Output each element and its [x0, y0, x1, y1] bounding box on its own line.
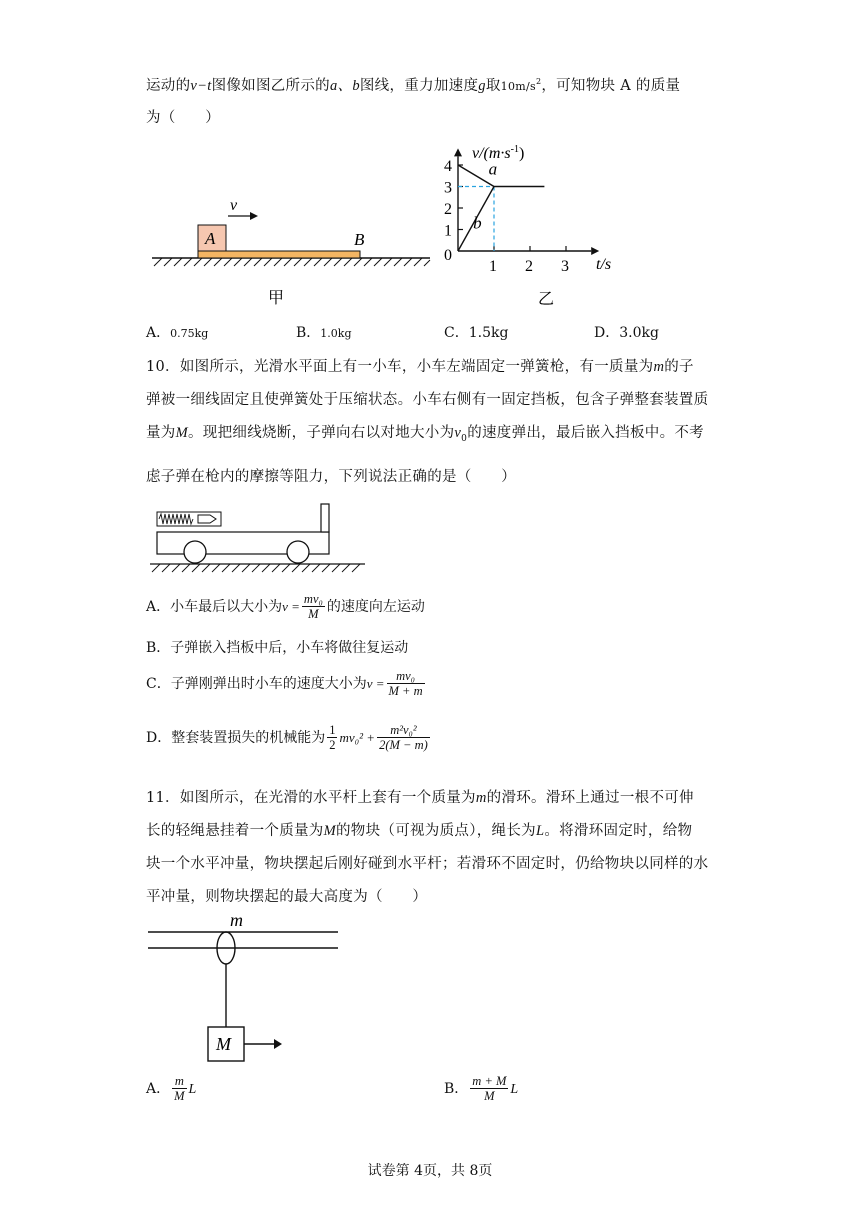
q9-line-2: 为（ ）: [146, 110, 220, 126]
board-B: [198, 251, 360, 258]
fraction: [377, 723, 430, 753]
x-axis-arrow-icon: [591, 247, 599, 255]
option-key: B．: [296, 325, 321, 341]
g-symbol: g: [478, 78, 486, 94]
formula-mid: mv₀² +: [339, 729, 376, 745]
m-symbol: m: [475, 790, 487, 806]
ab-symbol: a、b: [329, 78, 360, 94]
y-tick-label: 3: [444, 179, 452, 197]
L-symbol: L: [510, 1081, 519, 1097]
option-text: 的速度向左运动: [326, 598, 425, 615]
q9-option-c[interactable]: [444, 322, 508, 342]
option-text: 子弹刚弹出时小车的速度大小为: [170, 675, 367, 692]
figure-pendulum: [148, 910, 348, 1070]
q11-line-1: [146, 786, 694, 807]
fraction: [470, 1074, 508, 1104]
x-tick-label: 3: [561, 258, 569, 275]
fraction-numerator: m²v₀²: [377, 723, 430, 738]
vt-symbol: v−t: [190, 78, 212, 94]
option-key: A．: [146, 598, 171, 615]
baffle: [321, 504, 329, 532]
q9-text: ，可知物块 A 的质量: [541, 78, 681, 94]
q11-line-4: 平冲量，则物块摆起的最大高度为（ ）: [146, 889, 428, 905]
q10-line-3: [146, 421, 704, 444]
g-unit-exp: 2: [535, 77, 542, 87]
ground-hatch: [154, 258, 430, 266]
fraction-denominator: M + m: [388, 684, 423, 699]
q11-option-b[interactable]: [444, 1074, 518, 1104]
formula-lhs: v =: [282, 598, 300, 614]
arrowhead-icon: [274, 1039, 282, 1049]
g-value: 10m/s: [500, 80, 536, 93]
fraction: [327, 723, 337, 753]
q9-text: 运动的: [146, 78, 191, 94]
arrowhead-icon: [250, 212, 258, 220]
q10-text: 量为: [146, 425, 176, 441]
option-value: 1.5kg: [468, 325, 509, 341]
fraction-numerator: 1: [329, 723, 336, 737]
curve-a-label: a: [488, 159, 498, 179]
option-text: 整套装置损失的机械能为: [171, 729, 326, 746]
v0-symbol: v: [454, 425, 462, 441]
q11-option-a[interactable]: [146, 1074, 196, 1104]
cart-wheel-left: [184, 541, 206, 563]
figure-cart: [150, 500, 370, 578]
label-v: v: [230, 197, 238, 214]
formula-lhs: v =: [366, 675, 385, 691]
fraction-numerator: m: [172, 1074, 186, 1089]
y-tick-label: 4: [444, 158, 452, 175]
option-key: B．: [146, 640, 171, 656]
q10-option-a[interactable]: [146, 592, 425, 622]
q10-text: 的子: [664, 359, 694, 375]
q10-text: 的速度弹出，最后嵌入挡板中。不考: [467, 425, 704, 441]
M-symbol: M: [175, 425, 188, 441]
y-axis-arrow-icon: [454, 148, 462, 156]
x-tick-label: 1: [489, 258, 497, 275]
m-symbol: m: [653, 359, 665, 375]
q11-text: 11．如图所示，在光滑的水平杆上套有一个质量为: [146, 790, 476, 806]
x-axis-label: t/s: [596, 256, 612, 273]
q9-text: 取: [485, 78, 501, 94]
origin-label: 0: [444, 247, 452, 264]
q10-option-d[interactable]: [146, 723, 432, 753]
option-key: A．: [146, 325, 171, 341]
fraction: [302, 592, 325, 622]
q9-option-d[interactable]: [594, 322, 659, 342]
label-A: A: [205, 229, 216, 248]
caption-jia: 甲: [268, 290, 285, 307]
fraction-denominator: M: [308, 607, 319, 622]
option-key: C．: [444, 325, 469, 341]
v0-subscript: 0: [461, 433, 468, 444]
option-text: 子弹嵌入挡板中后，小车将做往复运动: [170, 640, 409, 656]
q10-option-b[interactable]: [146, 637, 408, 657]
fraction-denominator: M: [484, 1089, 495, 1104]
x-tick-label: 2: [525, 258, 533, 275]
label-B: B: [354, 230, 365, 249]
M-symbol: M: [323, 823, 336, 839]
q11-text: 的物块（可视为质点），绳长为: [336, 823, 536, 839]
figure-jia: [150, 196, 435, 308]
L-symbol: L: [188, 1081, 197, 1097]
floor-hatch: [152, 564, 360, 572]
fraction: [172, 1074, 186, 1104]
L-symbol: L: [535, 823, 545, 839]
q10-text: 10．如图所示，光滑水平面上有一小车，小车左端固定一弹簧枪，有一质量为: [146, 359, 654, 375]
q11-text: 。将滑环固定时，给物: [544, 823, 693, 839]
option-value: 3.0kg: [619, 325, 659, 341]
figure-yi-chart: [438, 134, 618, 309]
option-key: D．: [594, 325, 620, 341]
curve-b-label: b: [473, 213, 482, 233]
q11-line-2: [146, 819, 692, 840]
q10-line-1: [146, 355, 694, 376]
q11-text: 的滑环。滑环上通过一根不可伸: [486, 790, 694, 806]
y-axis-label: $v/(m\cdot s^{-1})$: [472, 144, 525, 162]
fraction-numerator: m + M: [472, 1074, 507, 1088]
q9-option-a[interactable]: [146, 322, 208, 342]
q9-text: 图线，重力加速度: [359, 78, 479, 94]
y-tick-label: 1: [444, 222, 452, 240]
option-key: B．: [444, 1080, 469, 1097]
q9-option-b[interactable]: [296, 322, 352, 342]
q9-line-1: [146, 74, 680, 95]
option-key: D．: [146, 729, 172, 746]
q11-text: 长的轻绳悬挂着一个质量为: [146, 823, 324, 839]
y-tick-label: 2: [444, 201, 452, 218]
fraction-denominator: M: [174, 1089, 185, 1104]
page-footer: 试卷第 4页，共 8页: [367, 1163, 493, 1179]
option-key: A．: [146, 1080, 171, 1097]
q10-text: 。现把细线烧断，子弹向右以对地大小为: [188, 425, 455, 441]
q10-line-2: 弹被一细线固定且使弹簧处于压缩状态。小车右侧有一固定挡板，包含子弹整套装置质: [146, 392, 709, 408]
option-text: 小车最后以大小为: [170, 598, 283, 615]
fraction-denominator: 2: [329, 738, 336, 753]
option-value: 0.75kg: [170, 327, 209, 340]
cart-wheel-right: [287, 541, 309, 563]
series-a-line: [458, 165, 544, 187]
option-key: C．: [146, 675, 171, 692]
label-M: M: [216, 1034, 231, 1054]
label-m: m: [230, 910, 243, 930]
q11-line-3: 块一个水平冲量，物块摆起后刚好碰到水平杆；若滑环不固定时，仍给物块以同样的水: [146, 856, 709, 872]
fraction-numerator: mv₀: [303, 592, 323, 606]
option-value: 1.0kg: [320, 327, 352, 340]
fraction: [387, 669, 425, 699]
q10-option-c[interactable]: [146, 669, 427, 699]
q9-text: 图像如图乙所示的: [211, 78, 330, 94]
q10-line-4: 虑子弹在枪内的摩擦等阻力，下列说法正确的是（ ）: [146, 469, 516, 485]
fraction-denominator: 2(M − m): [379, 738, 428, 753]
caption-yi: 乙: [538, 291, 555, 308]
fraction-numerator: mv₀: [387, 669, 425, 684]
